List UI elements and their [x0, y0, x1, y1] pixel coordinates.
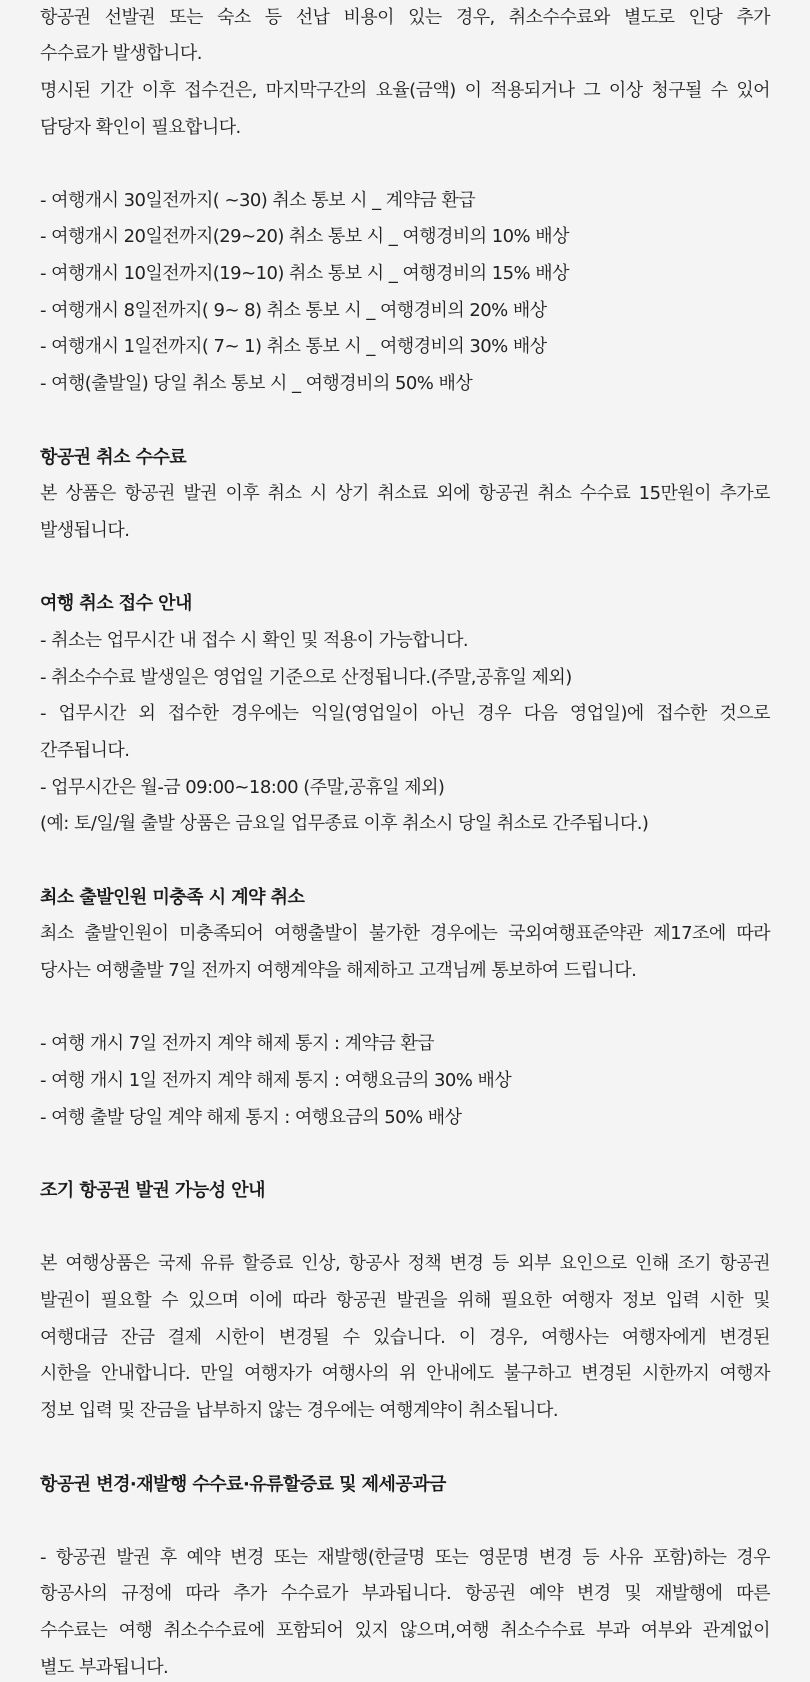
cancellation-schedule-item: - 여행개시 20일전까지(29~20) 취소 통보 시 _ 여행경비의 10% 배상 — [40, 226, 569, 247]
min-participants-item: - 여행 개시 7일 전까지 계약 해제 통지 : 계약금 환급 — [40, 1033, 434, 1054]
cancel-notice-text: - 업무시간은 월-금 09:00~18:00 (주말,공휴일 제외) — [40, 777, 445, 798]
cancellation-schedule-item: - 여행개시 30일전까지( ~30) 취소 통보 시 _ 계약금 환급 — [40, 190, 476, 211]
cancellation-schedule-item: - 여행개시 10일전까지(19~10) 취소 통보 시 _ 여행경비의 15% 배상 — [40, 263, 569, 284]
cancel-notice-text: - 취소수수료 발생일은 영업일 기준으로 산정됩니다.(주말,공휴일 제외) — [40, 667, 572, 688]
early-ticketing-heading: 조기 항공권 발권 가능성 안내 — [40, 1180, 265, 1201]
intro-text: 담당자 확인이 필요합니다. — [40, 117, 241, 138]
early-ticketing-text: 정보 입력 및 잔금을 납부하지 않는 경우에는 여행계약이 취소됩니다. — [40, 1400, 559, 1421]
cancel-notice-text: 간주됩니다. — [40, 740, 130, 761]
cancel-notice-text: - 취소는 업무시간 내 접수 시 확인 및 적용이 가능합니다. — [40, 630, 469, 651]
min-participants-item: - 여행 개시 1일 전까지 계약 해제 통지 : 여행요금의 30% 배상 — [40, 1070, 512, 1091]
cancellation-schedule-item: - 여행(출발일) 당일 취소 통보 시 _ 여행경비의 50% 배상 — [40, 373, 473, 394]
early-ticketing-text: 본 여행상품은 국제 유류 할증료 인상, 항공사 정책 변경 등 외부 요인으로 인해 조기 항공권 — [40, 1253, 770, 1274]
cancel-notice-text: - 업무시간 외 접수한 경우에는 익일(영업일이 아닌 경우 다음 영업일)에 접수한 것으로 — [40, 703, 770, 724]
airfare-fee-heading: 항공권 취소 수수료 — [40, 447, 187, 468]
min-participants-text: 당사는 여행출발 7일 전까지 여행계약을 해제하고 고객님께 통보하여 드립니다. — [40, 960, 637, 981]
ticket-change-text: 항공사의 규정에 따라 추가 수수료가 부과됩니다. 항공권 예약 변경 및 재발행에 따른 — [40, 1583, 770, 1604]
intro-text: 수수료가 발생합니다. — [40, 43, 202, 64]
airfare-fee-text: 발생됩니다. — [40, 520, 130, 541]
min-participants-text: 최소 출발인원이 미충족되어 여행출발이 불가한 경우에는 국외여행표준약관 제17조에 따라 — [40, 923, 770, 944]
ticket-change-text: 별도 부과됩니다. — [40, 1657, 169, 1678]
min-participants-heading: 최소 출발인원 미충족 시 계약 취소 — [40, 887, 305, 908]
ticket-change-text: 수수료는 여행 취소수수료에 포함되어 있지 않으며,여행 취소수수료 부과 여부와 관계없이 — [40, 1620, 770, 1641]
cancellation-schedule-item: - 여행개시 1일전까지( 7~ 1) 취소 통보 시 _ 여행경비의 30% 배상 — [40, 336, 547, 357]
min-participants-item: - 여행 출발 당일 계약 해제 통지 : 여행요금의 50% 배상 — [40, 1107, 462, 1128]
ticket-change-heading: 항공권 변경·재발행 수수료·유류할증료 및 제세공과금 — [40, 1474, 446, 1495]
intro-text: 항공권 선발권 또는 숙소 등 선납 비용이 있는 경우, 취소수수료와 별도로 인당 추가 — [40, 7, 770, 28]
cancellation-schedule-item: - 여행개시 8일전까지( 9~ 8) 취소 통보 시 _ 여행경비의 20% 배상 — [40, 300, 547, 321]
early-ticketing-text: 발권이 필요할 수 있으며 이에 따라 항공권 발권을 위해 필요한 여행자 정보 입력 시한 및 — [40, 1290, 770, 1311]
early-ticketing-text: 여행대금 잔금 결제 시한이 변경될 수 있습니다. 이 경우, 여행사는 여행자에게 변경된 — [40, 1327, 770, 1348]
early-ticketing-text: 시한을 안내합니다. 만일 여행자가 여행사의 위 안내에도 불구하고 변경된 시한까지 여행자 — [40, 1363, 770, 1384]
cancel-notice-heading: 여행 취소 접수 안내 — [40, 593, 192, 614]
airfare-fee-text: 본 상품은 항공권 발권 이후 취소 시 상기 취소료 외에 항공권 취소 수수료 15만원이 추가로 — [40, 483, 770, 504]
ticket-change-text: - 항공권 발권 후 예약 변경 또는 재발행(한글명 또는 영문명 변경 등 사유 포함)하는 경우 — [40, 1547, 770, 1568]
cancel-notice-text: (예: 토/일/월 출발 상품은 금요일 업무종료 이후 취소시 당일 취소로 간주됩니다.) — [40, 813, 649, 834]
intro-text: 명시된 기간 이후 접수건은, 마지막구간의 요율(금액) 이 적용되거나 그 이상 청구될 수 있어 — [40, 80, 770, 101]
